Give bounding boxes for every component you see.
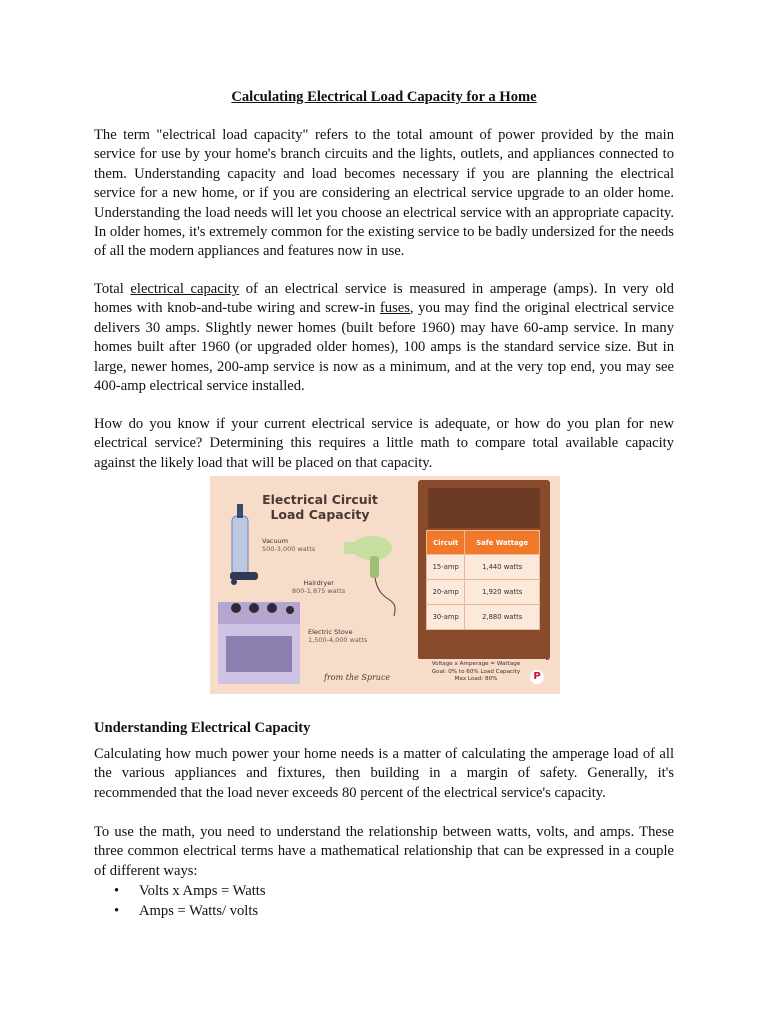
formula-list <box>114 882 266 922</box>
paragraph-calculating: Calculating how much power your home needs is a matter of calculating the amperage load of all the various appliances and fixtures, then building in a margin of safety. Generally, it's recommended that the load never exceeds 80 percent of the electrical service's capacity. <box>94 746 674 801</box>
page-title: Calculating Electrical Load Capacity for a Home <box>231 89 537 105</box>
fuses-link[interactable]: fuses <box>379 300 410 317</box>
pinterest-icon[interactable]: P <box>530 670 544 684</box>
list-item: • Amps = Watts/ volts <box>114 902 266 922</box>
hairdryer-icon <box>344 536 395 616</box>
paragraph-math: To use the math, you need to understand the relationship between watts, volts, and amps. These three common electrical terms have a mathematical relationship that can be expressed in a couple of different ways: <box>94 824 674 879</box>
section-heading: Understanding Electrical Capacity <box>94 720 311 736</box>
formula-line: Voltage x Amperage = Wattage <box>431 661 521 667</box>
stove-icon <box>218 602 300 684</box>
cell-circuit: 20-amp <box>427 580 465 605</box>
list-item: • Volts x Amps = Watts <box>114 882 266 902</box>
circuit-wattage-table <box>426 530 540 630</box>
cell-circuit: 30-amp <box>427 605 465 630</box>
paragraph-intro: The term "electrical load capacity" refers to the total amount of power provided by the main service for use by your home's branch circuits and the lights, outlets, and appliances connected to them. Understanding capacity and load becomes necessary if you are planning the electrical service for a new home, or if you are considering an electrical service upgrade to an older home. Understanding the load needs will let you choose an electrical service with an appropriate capacity. In older homes, it's extremely common for the existing service to be badly undersized for the needs of all the modern appliances and features now in use. <box>94 127 674 260</box>
vacuum-name: Vacuum <box>262 537 289 545</box>
cell-wattage: 2,880 watts <box>465 605 540 630</box>
stove-name: Electric Stove <box>308 628 353 636</box>
text-span: , you may find the original electrical service delivers 30 amps. Slightly newer homes (built before 1960) may have 60-amp service. In many homes built after 1960 (or upgraded older homes), 100 amps is the standard service size. But in large, newer homes, 200-amp service is now as a minimum, and at the very top end, you may see 400-amp electrical service installed. <box>94 300 674 395</box>
electrical-capacity-link[interactable]: electrical capacity <box>130 281 240 297</box>
header-circuit: Circuit <box>427 531 465 555</box>
formula-note <box>406 659 546 684</box>
table-header-row <box>427 531 540 555</box>
hairdryer-watts: 800-1,875 watts <box>292 587 346 595</box>
max-load-line: Max Load: 80% <box>454 676 498 682</box>
table-row <box>427 555 540 580</box>
table-row <box>427 580 540 605</box>
vacuum-watts: 500-3,000 watts <box>262 545 316 553</box>
stove-label <box>308 628 367 644</box>
header-safe-wattage: Safe Wattage <box>465 531 540 555</box>
text-span: of an electrical service is measured in amperage (amps). In very old homes with knob-and-tube wiring and screw-in <box>94 281 674 317</box>
paragraph-adequate: How do you know if your current electrical service is adequate, or how do you plan for new electrical service? Determining this requires a little math to compare total available capacity against the likely load that will be placed on that capacity. <box>94 416 674 471</box>
cell-wattage: 1,440 watts <box>465 555 540 580</box>
spruce-logo: from the Spruce <box>324 673 391 682</box>
load-capacity-infographic <box>210 476 560 694</box>
table-row <box>427 605 540 630</box>
breaker-panel-top <box>428 488 540 528</box>
hairdryer-label <box>292 579 345 595</box>
goal-line: Goal: 0% to 60% Load Capacity <box>431 668 521 675</box>
cell-wattage: 1,920 watts <box>465 580 540 605</box>
vacuum-label <box>262 537 315 553</box>
text-span: Total <box>94 281 131 297</box>
paragraph-capacity <box>94 280 674 396</box>
hairdryer-name: Hairdryer <box>303 579 334 587</box>
infographic-title: Electrical Circuit Load Capacity <box>262 492 378 522</box>
cell-circuit: 15-amp <box>427 555 465 580</box>
stove-watts: 1,500-4,000 watts <box>308 636 368 644</box>
